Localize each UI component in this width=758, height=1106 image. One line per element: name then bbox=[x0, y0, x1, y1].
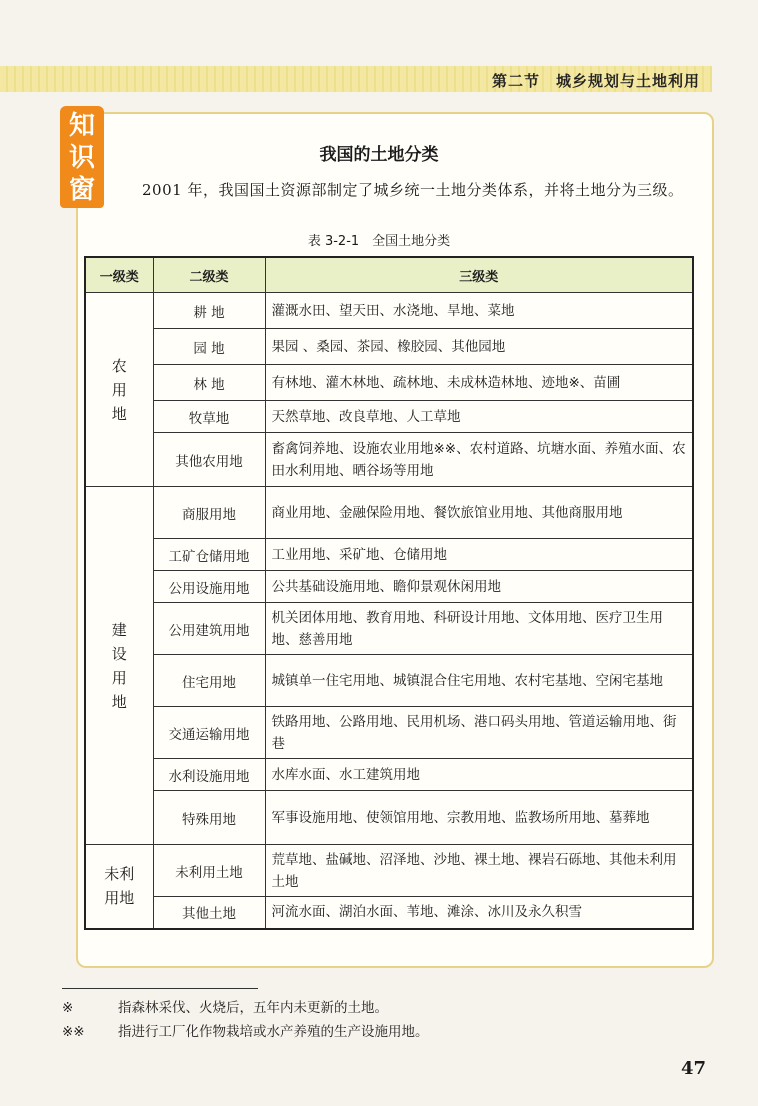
table-row bbox=[85, 539, 693, 571]
level2-cell: 工矿仓储用地 bbox=[153, 539, 265, 571]
level2-cell: 其他农用地 bbox=[153, 433, 265, 487]
level3-cell: 城镇单一住宅用地、城镇混合住宅用地、农村宅基地、空闲宅基地 bbox=[265, 655, 693, 707]
level2-cell: 未利用土地 bbox=[153, 845, 265, 897]
level2-cell: 特殊用地 bbox=[153, 791, 265, 845]
footnote-text: 指森林采伐、火烧后，五年内未更新的土地。 bbox=[118, 1000, 388, 1016]
level1-char: 未利 bbox=[104, 865, 135, 884]
level1-cell bbox=[85, 293, 153, 487]
level2-cell: 牧草地 bbox=[153, 401, 265, 433]
page-number: 47 bbox=[680, 1058, 706, 1079]
table-row bbox=[85, 845, 693, 897]
level1-char: 地 bbox=[111, 692, 127, 711]
level3-cell: 商业用地、金融保险用地、餐饮旅馆业用地、其他商服用地 bbox=[265, 487, 693, 539]
column-header: 二级类 bbox=[153, 257, 265, 293]
table-row bbox=[85, 791, 693, 845]
footnote-divider bbox=[62, 988, 258, 989]
level3-cell: 河流水面、湖泊水面、苇地、滩涂、冰川及永久积雪 bbox=[265, 897, 693, 929]
footnote-mark: ※※ bbox=[62, 1024, 85, 1040]
table-row bbox=[85, 897, 693, 929]
level1-char: 用 bbox=[111, 380, 127, 399]
level1-char: 设 bbox=[111, 644, 127, 663]
level2-cell: 水利设施用地 bbox=[153, 759, 265, 791]
level2-cell: 公用设施用地 bbox=[153, 571, 265, 603]
level2-cell: 公用建筑用地 bbox=[153, 603, 265, 655]
page-title: 我国的土地分类 bbox=[319, 145, 439, 165]
table-row bbox=[85, 365, 693, 401]
badge-char: 识 bbox=[68, 143, 95, 173]
level1-char: 用 bbox=[111, 668, 127, 687]
level2-cell: 林 地 bbox=[153, 365, 265, 401]
level1-cell bbox=[85, 845, 153, 929]
land-classification-table bbox=[84, 256, 694, 930]
level2-cell: 园 地 bbox=[153, 329, 265, 365]
table-row bbox=[85, 401, 693, 433]
table-row bbox=[85, 571, 693, 603]
table-header-row bbox=[85, 257, 693, 293]
table-row bbox=[85, 707, 693, 759]
table-row bbox=[85, 329, 693, 365]
footnote bbox=[62, 996, 388, 1016]
level3-cell: 果园 、桑园、茶园、橡胶园、其他园地 bbox=[265, 329, 693, 365]
table-caption: 表 3-2-1 全国土地分类 bbox=[307, 234, 451, 249]
table-row bbox=[85, 603, 693, 655]
intro-paragraph: 2001 年，我国国土资源部制定了城乡统一土地分类体系，并将土地分为三级。 bbox=[142, 181, 684, 199]
level1-char: 地 bbox=[111, 404, 127, 423]
table-row bbox=[85, 293, 693, 329]
footnote-text: 指进行工厂化作物栽培或水产养殖的生产设施用地。 bbox=[118, 1024, 429, 1040]
level3-cell: 天然草地、改良草地、人工草地 bbox=[265, 401, 693, 433]
level3-cell: 铁路用地、公路用地、民用机场、港口码头用地、管道运输用地、街巷 bbox=[265, 707, 693, 759]
badge-char: 知 bbox=[68, 111, 95, 141]
badge-char: 窗 bbox=[68, 175, 95, 205]
level2-cell: 住宅用地 bbox=[153, 655, 265, 707]
footnote-mark: ※ bbox=[62, 1000, 74, 1016]
level3-cell: 荒草地、盐碱地、沼泽地、沙地、裸土地、裸岩石砾地、其他未利用土地 bbox=[265, 845, 693, 897]
level3-cell: 工业用地、采矿地、仓储用地 bbox=[265, 539, 693, 571]
column-header: 三级类 bbox=[265, 257, 693, 293]
level3-cell: 军事设施用地、使领馆用地、宗教用地、监教场所用地、墓葬地 bbox=[265, 791, 693, 845]
table-row bbox=[85, 759, 693, 791]
table-row bbox=[85, 433, 693, 487]
level3-cell: 公共基础设施用地、瞻仰景观休闲用地 bbox=[265, 571, 693, 603]
level2-cell: 交通运输用地 bbox=[153, 707, 265, 759]
level2-cell: 其他土地 bbox=[153, 897, 265, 929]
level1-cell bbox=[85, 487, 153, 845]
level3-cell: 机关团体用地、教育用地、科研设计用地、文体用地、医疗卫生用地、慈善用地 bbox=[265, 603, 693, 655]
level3-cell: 有林地、灌木林地、疏林地、未成林造林地、迹地※、苗圃 bbox=[265, 365, 693, 401]
section-header: 第二节 城乡规划与土地利用 bbox=[491, 72, 700, 90]
level1-char: 用地 bbox=[104, 889, 135, 908]
level3-cell: 水库水面、水工建筑用地 bbox=[265, 759, 693, 791]
level1-char: 农 bbox=[111, 356, 127, 375]
level1-char: 建 bbox=[111, 620, 127, 639]
level3-cell: 灌溉水田、望天田、水浇地、旱地、菜地 bbox=[265, 293, 693, 329]
level2-cell: 耕 地 bbox=[153, 293, 265, 329]
footnote bbox=[62, 1020, 429, 1040]
column-header: 一级类 bbox=[85, 257, 153, 293]
table-row bbox=[85, 655, 693, 707]
table-row bbox=[85, 487, 693, 539]
level2-cell: 商服用地 bbox=[153, 487, 265, 539]
level3-cell: 畜禽饲养地、设施农业用地※※、农村道路、坑塘水面、养殖水面、农田水利用地、晒谷场等用地 bbox=[265, 433, 693, 487]
